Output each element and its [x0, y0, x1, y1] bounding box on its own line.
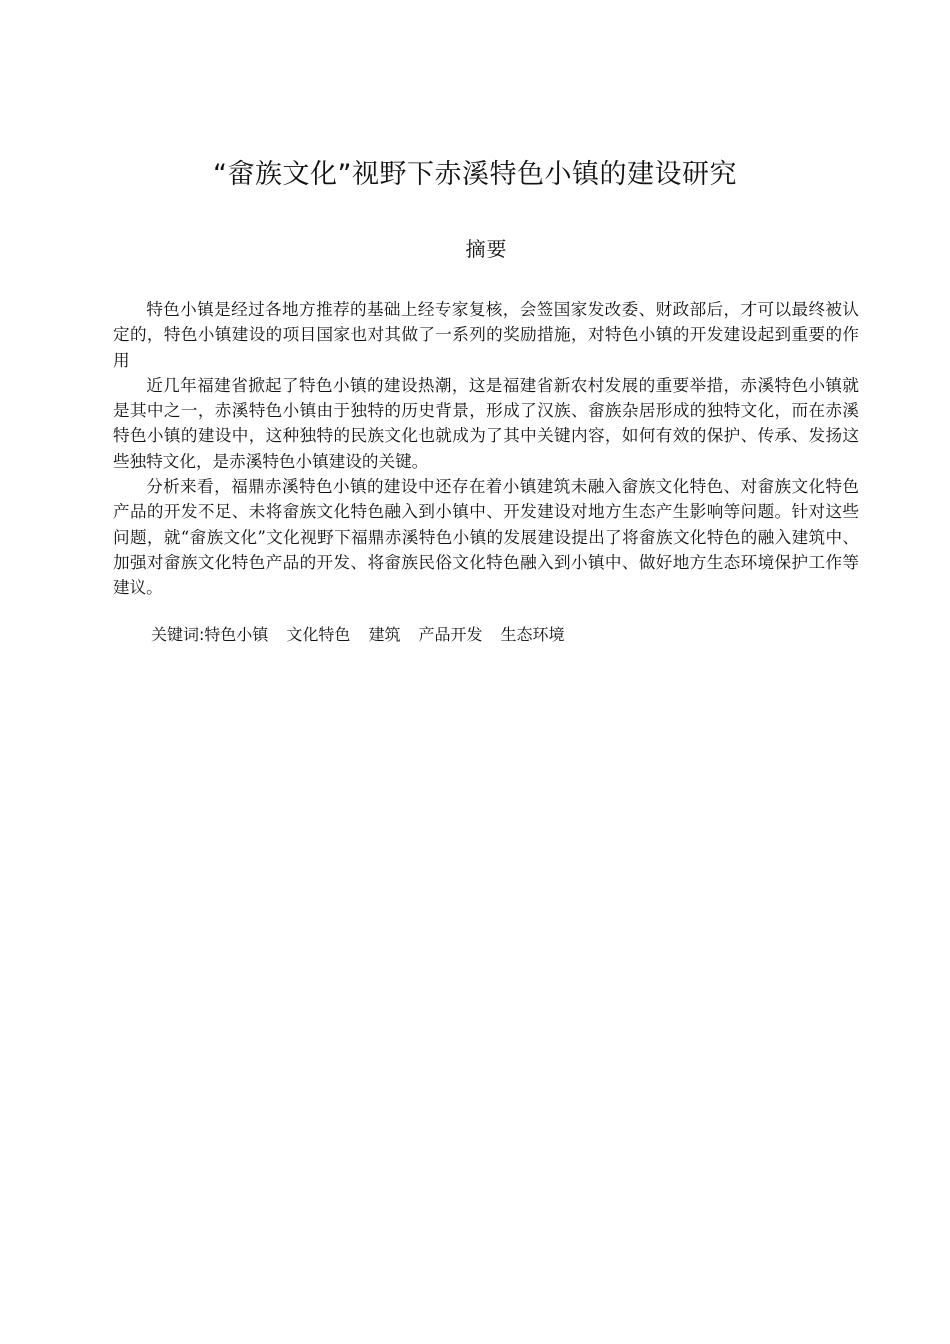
abstract-paragraph: 近几年福建省掀起了特色小镇的建设热潮，这是福建省新农村发展的重要举措，赤溪特色小镇就是其中之一，赤溪特色小镇由于独特的历史背景，形成了汉族、畲族杂居形成的独特文化，而在赤溪特色小镇的建设中，这种独特的民族文化也就成为了其中关键内容，如何有效的保护、传承、发扬这些独特文化，是赤溪特色小镇建设的关键。 [113, 375, 859, 471]
keyword: 生态环境 [500, 625, 565, 644]
abstract-paragraph: 分析来看，福鼎赤溪特色小镇的建设中还存在着小镇建筑未融入畲族文化特色、对畲族文化特色产品的开发不足、未将畲族文化特色融入到小镇中、开发建设对地方生态产生影响等问题。针对这些问题，就“畲族文化”文化视野下福鼎赤溪特色小镇的发展建设提出了将畲族文化特色的融入建筑中、加强对畲族文化特色产品的开发、将畲族民俗文化特色融入到小镇中、做好地方生态环境保护工作等建议。 [113, 477, 859, 598]
keyword: 特色小镇 [204, 625, 269, 644]
abstract-body [113, 297, 859, 601]
abstract-heading: 摘要 [465, 237, 508, 261]
paper-title: “畲族文化”视野下赤溪特色小镇的建设研究 [213, 159, 737, 190]
keywords-line [151, 622, 851, 647]
keywords-label: 关键词: [151, 625, 205, 644]
keyword: 建筑 [368, 625, 401, 644]
abstract-paragraph: 特色小镇是经过各地方推荐的基础上经专家复核，会签国家发改委、财政部后，才可以最终被认定的，特色小镇建设的项目国家也对其做了一系列的奖励措施，对特色小镇的开发建设起到重要的作用 [113, 300, 859, 370]
keyword: 产品开发 [418, 625, 483, 644]
keyword: 文化特色 [286, 625, 351, 644]
